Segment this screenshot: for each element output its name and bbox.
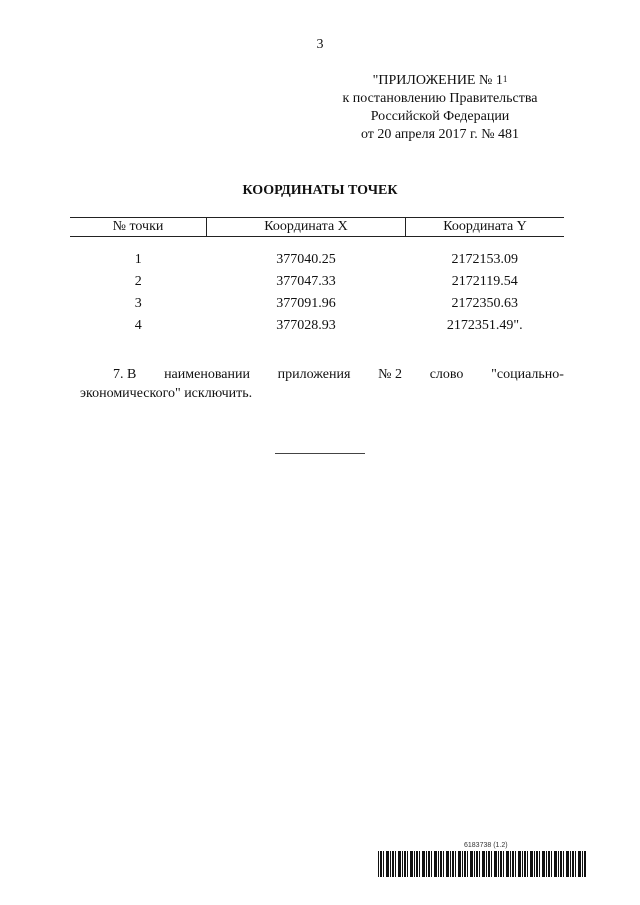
appendix-date-line: от 20 апреля 2017 г. № 481	[360, 127, 520, 142]
note-word: приложения	[277, 367, 351, 382]
note-word: № 2	[378, 367, 402, 382]
cell-coordinate-y: 2172351.49".	[446, 318, 523, 333]
cell-coordinate-x: 377028.93	[276, 318, 336, 333]
note-word: наименовании	[164, 367, 250, 382]
header-point-number: № точки	[70, 218, 207, 237]
cell-point-number: 1	[134, 252, 142, 267]
note-line-1	[80, 365, 564, 384]
header-coordinate-x: Координата X	[207, 218, 406, 237]
note-word: 7. В	[113, 367, 137, 382]
separator-line	[275, 453, 365, 454]
document-title: КООРДИНАТЫ ТОЧЕК	[242, 183, 398, 198]
note-word: "социально-	[491, 367, 564, 382]
cell-coordinate-x: 377091.96	[276, 296, 336, 311]
appendix-superscript: 1	[502, 74, 508, 84]
table-row	[70, 293, 564, 315]
note-word: слово	[429, 367, 464, 382]
cell-coordinate-x: 377047.33	[276, 274, 336, 289]
coordinates-table	[70, 217, 564, 337]
barcode-icon	[378, 851, 586, 877]
cell-point-number: 3	[134, 296, 142, 311]
table-row	[70, 249, 564, 271]
amendment-note	[80, 365, 564, 403]
appendix-title: "ПРИЛОЖЕНИЕ № 1	[372, 73, 503, 88]
appendix-subtitle-line: Российской Федерации	[370, 109, 510, 124]
page-number: 3	[316, 37, 324, 52]
cell-coordinate-y: 2172350.63	[451, 296, 518, 311]
table-row	[70, 271, 564, 293]
cell-point-number: 2	[134, 274, 142, 289]
cell-coordinate-y: 2172119.54	[451, 274, 518, 289]
cell-coordinate-y: 2172153.09	[451, 252, 518, 267]
note-line-2: экономического" исключить.	[80, 386, 253, 401]
appendix-header	[300, 72, 580, 144]
document-code: 6183738 (1.2)	[464, 842, 508, 849]
cell-coordinate-x: 377040.25	[276, 252, 336, 267]
appendix-subtitle-line: к постановлению Правительства	[342, 91, 538, 106]
table-header-row	[70, 218, 564, 237]
table-row	[70, 315, 564, 337]
cell-point-number: 4	[134, 318, 142, 333]
header-coordinate-y: Координата Y	[406, 218, 565, 237]
